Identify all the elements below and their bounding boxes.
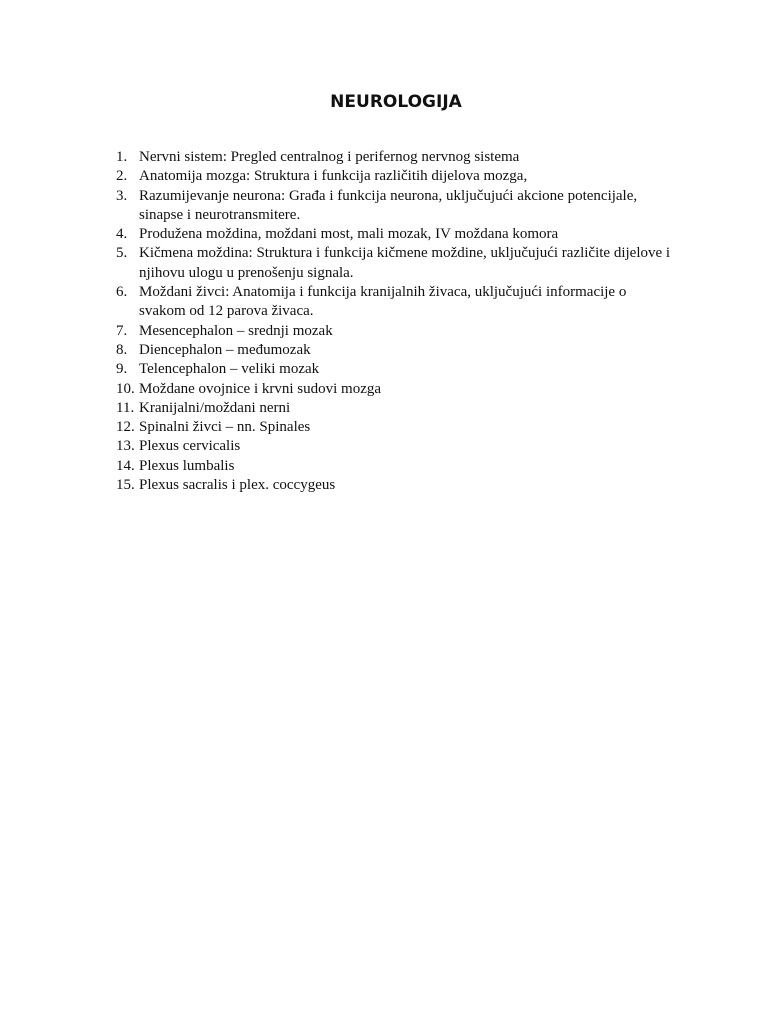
item-number: 14. — [116, 457, 135, 474]
item-number: 12. — [116, 419, 135, 436]
item-number: 13. — [116, 438, 135, 455]
list-item — [116, 187, 676, 226]
item-text: Kičmena moždina: Struktura i funkcija kičmene moždine, uključujući različite dijelove i njihovu ulogu u prenošenju signala. — [139, 245, 671, 281]
item-text: Nervni sistem: Pregled centralnog i perifernog nervnog sistema — [139, 149, 520, 165]
item-text: Spinalni živci – nn. Spinales — [139, 419, 311, 436]
item-text: Telencephalon – veliki mozak — [139, 361, 320, 378]
item-number: 1. — [116, 149, 128, 165]
item-number: 3. — [116, 187, 128, 204]
item-text: Razumijevanje neurona: Građa i funkcija neurona, uključujući akcione potencijale, sinapse i neurotransmitere. — [139, 187, 638, 223]
item-text: Diencephalon – međumozak — [139, 341, 311, 358]
item-number: 8. — [116, 341, 128, 358]
topic-list — [116, 148, 676, 495]
item-number: 2. — [116, 168, 128, 185]
item-number: 15. — [116, 477, 135, 494]
item-text: Produžena moždina, moždani most, mali mozak, IV moždana komora — [139, 226, 559, 243]
page-title: NEUROLOGIJA — [330, 92, 462, 112]
item-number: 10. — [116, 380, 135, 397]
item-text: Kranijalni/moždani nerni — [139, 399, 291, 416]
list-item — [116, 341, 676, 360]
item-text: Plexus lumbalis — [139, 457, 235, 474]
item-text: Moždane ovojnice i krvni sudovi mozga — [139, 380, 382, 397]
item-number: 6. — [116, 284, 128, 301]
item-text: Plexus cervicalis — [139, 438, 241, 455]
list-item — [116, 283, 676, 322]
list-item — [116, 167, 676, 186]
item-number: 11. — [116, 399, 135, 416]
item-text: Moždani živci: Anatomija i funkcija kranijalnih živaca, uključujući informacije o svakom od 12 parova živaca. — [139, 284, 627, 320]
item-text: Mesencephalon – srednji mozak — [139, 322, 333, 339]
list-item — [116, 322, 676, 341]
list-item — [116, 476, 676, 495]
item-text: Plexus sacralis i plex. coccygeus — [139, 477, 336, 494]
list-item — [116, 418, 676, 437]
item-text: Anatomija mozga: Struktura i funkcija različitih dijelova mozga, — [139, 168, 528, 185]
list-item — [116, 380, 676, 399]
list-item — [116, 399, 676, 418]
list-item — [116, 360, 676, 379]
list-item — [116, 457, 676, 476]
item-number: 4. — [116, 226, 128, 243]
item-number: 7. — [116, 322, 128, 339]
list-item — [116, 148, 676, 167]
list-item — [116, 437, 676, 456]
list-item — [116, 244, 676, 283]
list-item — [116, 225, 676, 244]
item-number: 5. — [116, 245, 128, 262]
item-number: 9. — [116, 361, 128, 378]
